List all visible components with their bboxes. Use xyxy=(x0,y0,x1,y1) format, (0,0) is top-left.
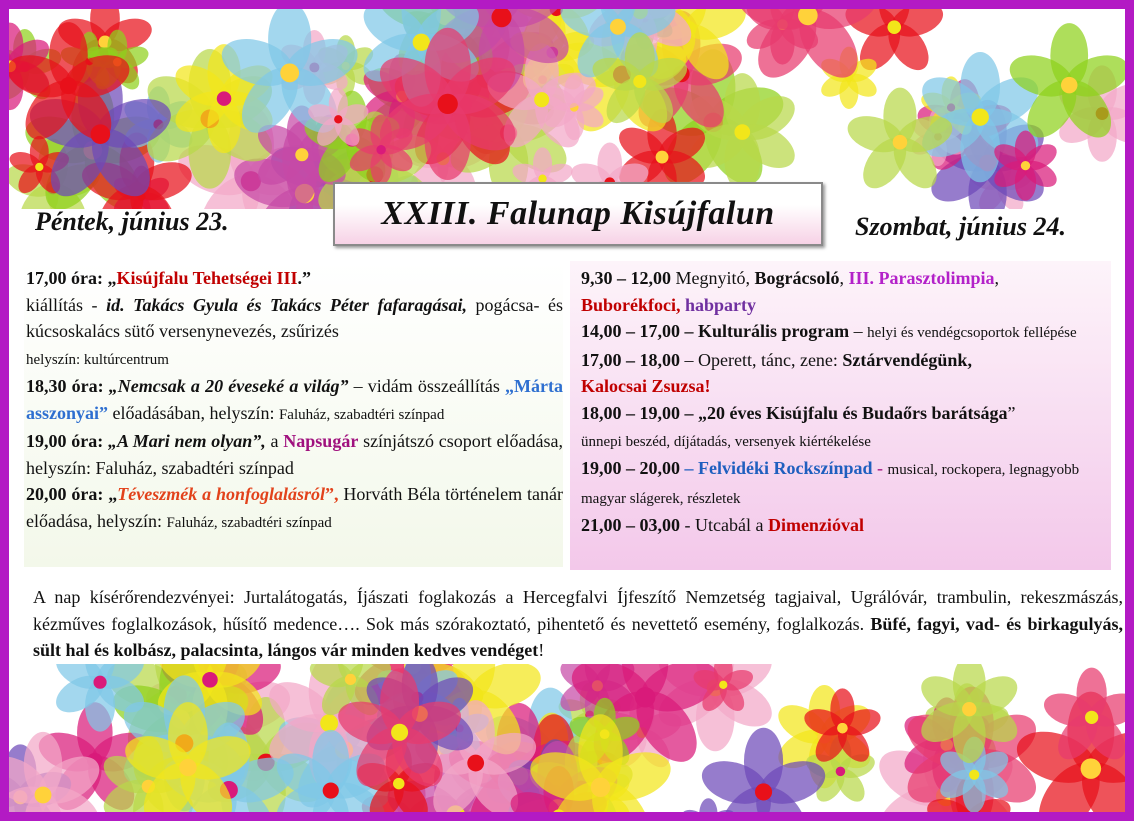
saturday-heading: Szombat, június 24. xyxy=(855,212,1066,241)
event-text: helyi és vendégcsoportok fellépése xyxy=(867,325,1077,342)
event-time: 19,00 – 20,00 xyxy=(581,458,680,479)
event-title: Kulturális program xyxy=(698,321,850,342)
event-title: Felvidéki Rockszínpad xyxy=(698,458,873,479)
poster-title: XXIII. Falunap Kisújfalun xyxy=(381,195,775,232)
quote-mark: „ xyxy=(103,484,118,504)
friday-event xyxy=(26,481,563,536)
event-text: Horváth Béla történelem tanár előadása, helyszín: xyxy=(26,484,563,531)
event-text: – xyxy=(680,321,698,342)
event-text: előadásában, helyszín: xyxy=(108,402,279,423)
event-time: 9,30 – 12,00 xyxy=(581,268,671,288)
top-flower-border xyxy=(9,9,1125,209)
event-guest: Sztárvendégünk, xyxy=(842,349,972,370)
event-troupe: „Márta asszonyai” xyxy=(26,376,563,423)
event-title: habparty xyxy=(685,294,757,315)
event-text: , xyxy=(994,268,999,288)
event-text: - xyxy=(872,458,888,479)
title-banner xyxy=(333,182,823,246)
friday-heading: Péntek, június 23. xyxy=(35,207,229,236)
saturday-program xyxy=(570,261,1111,570)
event-time: 17,00 óra: xyxy=(26,268,103,288)
event-location: helyszín: kultúrcentrum xyxy=(26,351,169,368)
flower-decoration xyxy=(9,664,1125,821)
event-guest: Kalocsai Zsuzsa! xyxy=(581,376,711,397)
event-text: - Utcabál a xyxy=(680,515,768,536)
saturday-event xyxy=(581,512,1111,539)
event-title: Buborékfoci xyxy=(581,294,677,315)
saturday-event xyxy=(581,455,1111,512)
saturday-event xyxy=(581,265,1111,318)
saturday-event xyxy=(581,400,1111,455)
friday-event xyxy=(26,428,563,481)
event-title: „20 éves Kisújfalu és Budaőrs barátsága xyxy=(698,402,1008,423)
event-title: III. Parasztolimpia xyxy=(848,268,995,288)
event-time: 18,30 óra: xyxy=(26,376,104,396)
event-location: Faluház, szabadtéri színpad xyxy=(278,406,445,423)
food-offer-text: Büfé, fagyi, vad- és birkagulyás, sült hal és kolbász, palacsinta, lángos vár minden kedves vendéget xyxy=(33,613,1123,660)
event-text: kiállítás - xyxy=(26,294,107,315)
event-text: – xyxy=(680,458,698,479)
event-text: , xyxy=(839,268,849,288)
event-text: musical, rockopera, legnagyobb magyar slágerek, részletek xyxy=(581,462,1080,507)
friday-event xyxy=(26,373,563,428)
event-text: pogácsa- és kúcsoskalács sütő versenynevezés, zsűrizés xyxy=(26,294,563,341)
saturday-event xyxy=(581,347,1111,400)
event-text: – vidám összeállítás xyxy=(348,376,506,396)
quote-mark: ” xyxy=(1007,402,1016,423)
event-title: „A Mari nem olyan”, xyxy=(103,431,266,451)
event-time: 20,00 óra: xyxy=(26,484,104,504)
event-title: Bográcsoló xyxy=(754,268,840,288)
event-title: Kisújfalu Tehetségei III xyxy=(116,268,298,288)
event-time: 14,00 – 17,00 xyxy=(581,321,680,342)
event-location: Faluház, szabadtéri színpad xyxy=(166,514,332,531)
saturday-event xyxy=(581,318,1111,347)
event-text: , xyxy=(676,294,686,315)
footer-end: ! xyxy=(538,640,545,660)
event-text: – xyxy=(680,402,698,423)
event-text: – xyxy=(849,321,868,342)
event-text: Megnyitó, xyxy=(671,268,755,288)
quote-mark: „ xyxy=(102,268,117,288)
event-text: ünnepi beszéd, díjátadás, versenyek kiértékelése xyxy=(581,433,871,450)
bottom-flower-border xyxy=(9,664,1125,821)
side-events-paragraph xyxy=(33,584,1123,664)
event-artists: id. Takács Gyula és Takács Péter fafaragásai, xyxy=(106,294,467,315)
event-time: 21,00 – 03,00 xyxy=(581,515,680,536)
event-time: 17,00 – 18,00 xyxy=(581,349,680,370)
quote-mark: .” xyxy=(297,268,312,288)
quote-mark: ”, xyxy=(325,484,339,504)
event-title: Téveszmék a honfoglalásról xyxy=(117,484,326,504)
event-time: 19,00 óra: xyxy=(26,431,104,451)
event-text: a xyxy=(265,431,284,451)
event-band: Dimenzióval xyxy=(767,515,864,536)
event-title: „Nemcsak a 20 éveseké a világ” xyxy=(103,376,349,396)
event-text: – Operett, tánc, zene: xyxy=(680,349,843,370)
event-text: színjátszó csoport előadása, helyszín: Faluház, szabadtéri színpad xyxy=(26,431,564,478)
event-time: 18,00 – 19,00 xyxy=(581,402,680,423)
event-troupe: Napsugár xyxy=(283,431,359,451)
flower-decoration xyxy=(9,9,1125,209)
side-events-text: A nap kísérőrendezvényei: Jurtalátogatás, Íjászati foglakozás a Hercegfalvi Íjfeszítő Nemzetség tagjaival, Ugrálóvár, trambulin, rekeszmászás, kézműves foglalkozások, hűsítő medence…. Sok más szórakoztató, pihentető és nevettető esemény, foglalkozás. xyxy=(33,587,1123,634)
friday-event xyxy=(26,265,563,373)
friday-program xyxy=(24,261,563,567)
